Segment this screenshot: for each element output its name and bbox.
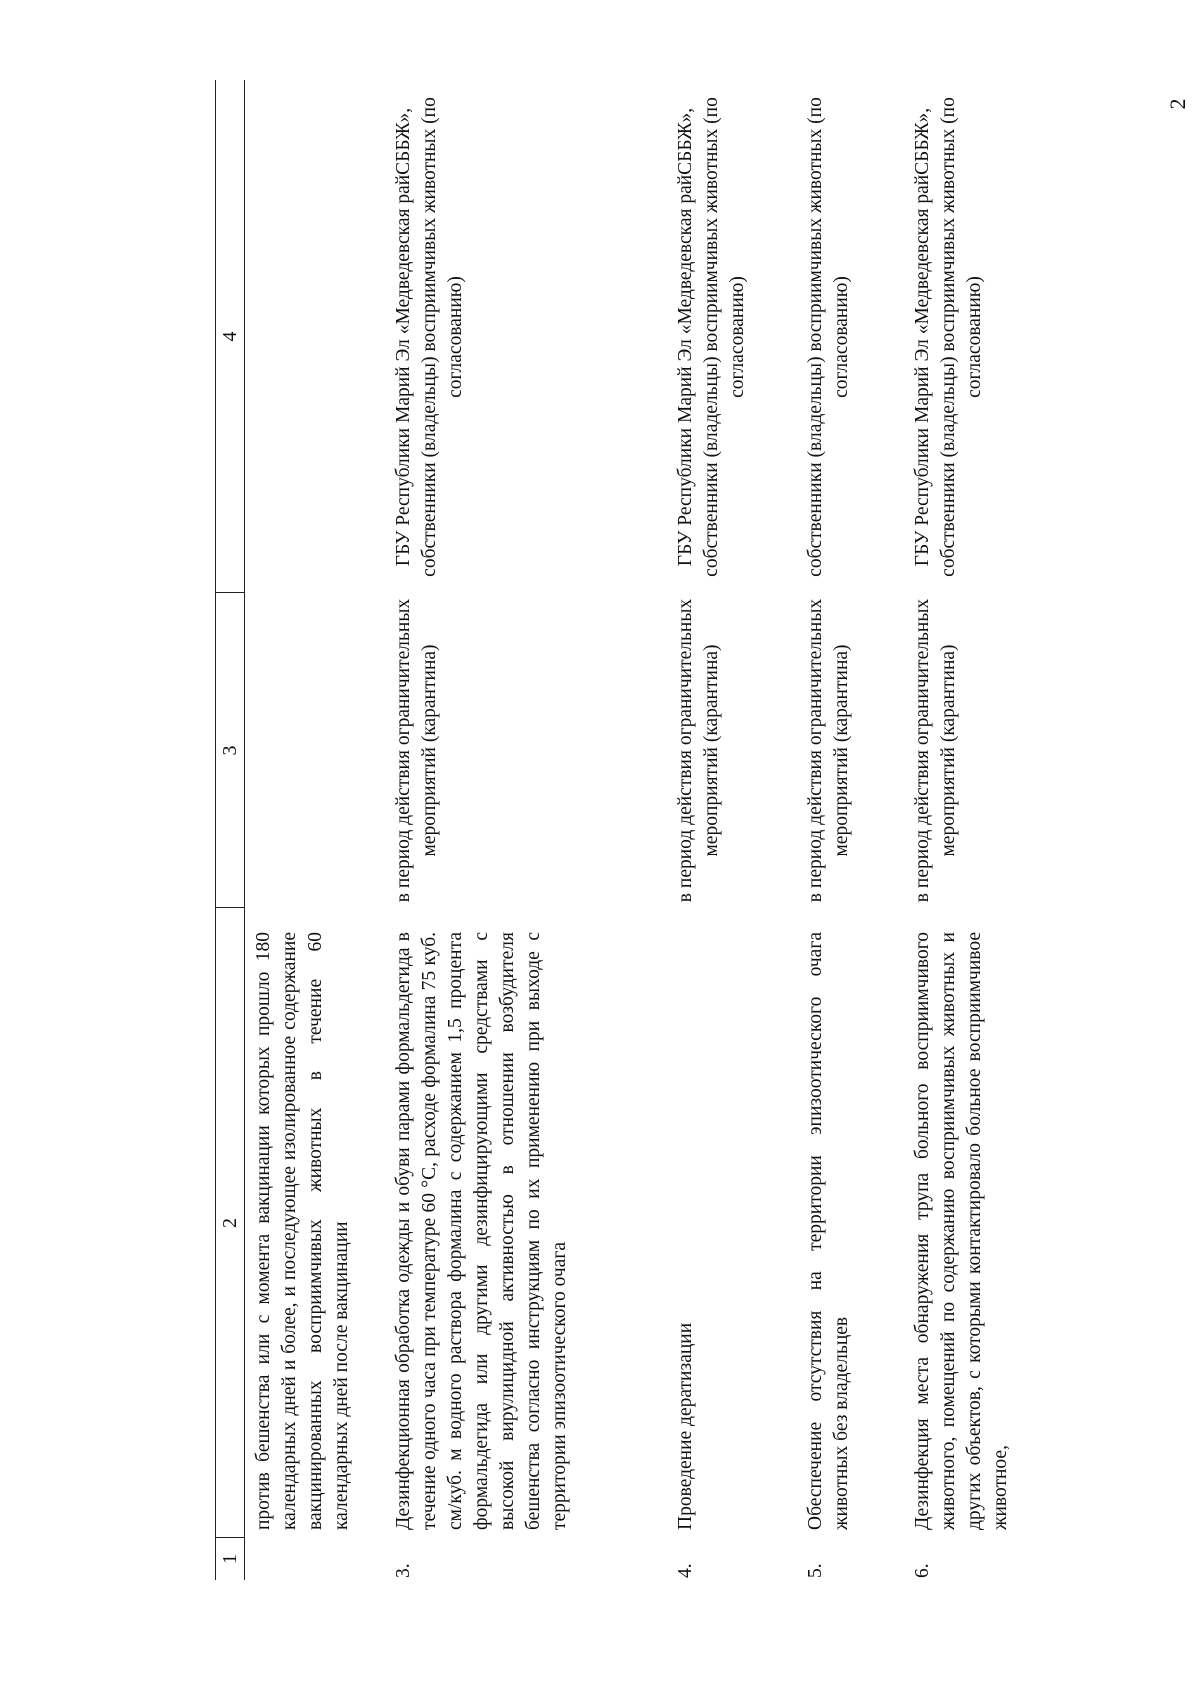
header-col-3: 3 xyxy=(219,745,241,756)
responsible-text: ГБУ Республики Марий Эл «Медведевская райСББЖ», собственники (владельцы) восприимчивых животных (по согласованию) xyxy=(393,97,466,577)
period-text: в период действия ограничительных мероприятий (карантина) xyxy=(675,598,722,903)
header-col-1: 1 xyxy=(219,1554,241,1564)
measure-text: против бешенства или с момента вакцинации которых прошло 180 календарных дней и более, и последующее изолированное содержание вакцинированных восприимчивых животных в течение 60 календарных дней после вакцинации xyxy=(253,932,352,1530)
header-col-4: 4 xyxy=(219,331,241,342)
responsible-text: ГБУ Республики Марий Эл «Медведевская райСББЖ», собственники (владельцы) восприимчивых животных (по согласованию) xyxy=(675,97,748,577)
row-number: 5. xyxy=(805,1563,826,1578)
measure-text: Обеспечение отсутствия на территории эпизоотического очага животных без владельцев xyxy=(805,932,852,1530)
rotated-table xyxy=(215,80,1085,1580)
measure-text: Дезинфекционная обработка одежды и обуви парами формальдегида в течение одного часа при температуре 60 °С, расходе формалина 75 куб. см/куб. м водного раствора формалина с содержанием 1,5 процента формальдегида или другими дезинфицирующими средствами с высокой вирулицидной активностью в отношении возбудителя бешенства согласно инструкциям по их применению при выходе с территории эпизоотического очага xyxy=(393,932,570,1530)
table-header-row xyxy=(215,80,245,1580)
header-col-2: 2 xyxy=(219,1218,241,1228)
row-number: 6. xyxy=(912,1563,933,1578)
row-number: 4. xyxy=(675,1563,696,1578)
responsible-text: собственники (владельцы) восприимчивых животных (по согласованию) xyxy=(805,97,852,577)
page-number: 2 xyxy=(1165,98,1190,110)
period-text: в период действия ограничительных мероприятий (карантина) xyxy=(912,598,959,903)
responsible-text: ГБУ Республики Марий Эл «Медведевская райСББЖ», собственники (владельцы) восприимчивых животных (по согласованию) xyxy=(912,97,985,577)
row-number: 3. xyxy=(393,1563,414,1578)
measure-text: Дезинфекция места обнаружения трупа больного восприимчивого животного, помещений по содержанию восприимчивых животных и других объектов, с которыми контактировало больное восприимчивое животное, xyxy=(912,932,1011,1530)
period-text: в период действия ограничительных мероприятий (карантина) xyxy=(805,598,852,903)
period-text: в период действия ограничительных мероприятий (карантина) xyxy=(393,598,440,903)
measure-text: Проведение дератизации xyxy=(675,1322,696,1530)
